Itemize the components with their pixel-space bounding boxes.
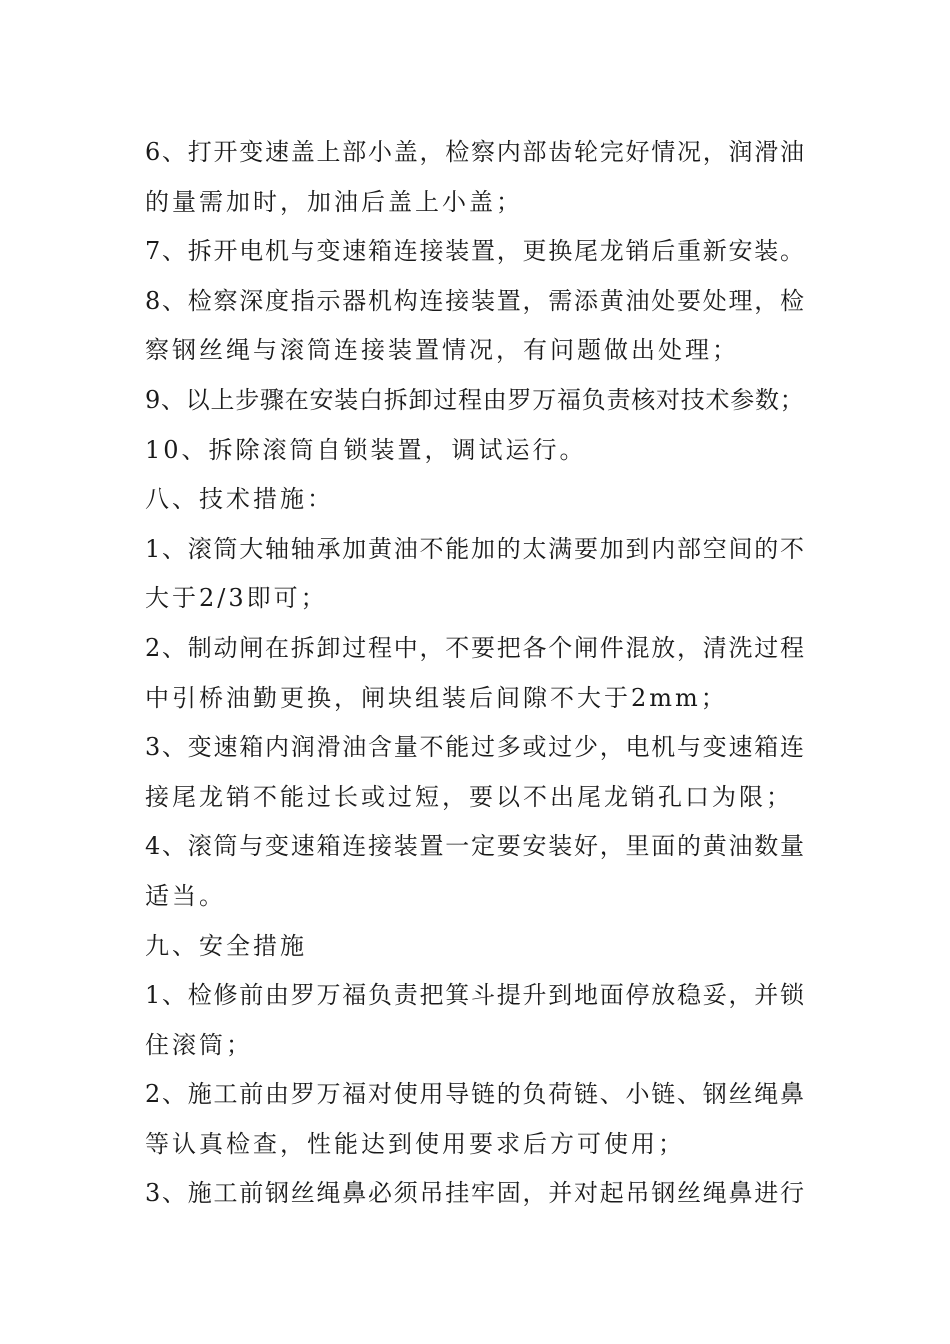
text-line: 7、拆开电机与变速箱连接装置，更换尾龙销后重新安装。 [145, 237, 806, 266]
text-line: 3、施工前钢丝绳鼻必须吊挂牢固，并对起吊钢丝绳鼻进行 [145, 1179, 806, 1208]
text-line: 大于2/3即可； [145, 584, 328, 613]
document-body [145, 128, 810, 1219]
text-line: 中引桥油勤更换，闸块组装后间隙不大于2mm； [145, 683, 728, 712]
text-line: 等认真检查，性能达到使用要求后方可使用； [145, 1129, 685, 1158]
text-line: 10、拆除滚筒自锁装置，调试运行。 [145, 435, 587, 464]
text-line: 的量需加时，加油后盖上小盖； [145, 187, 523, 216]
text-line: 2、施工前由罗万福对使用导链的负荷链、小链、钢丝绳鼻 [145, 1080, 806, 1109]
text-line: 3、变速箱内润滑油含量不能过多或过少，电机与变速箱连 [145, 733, 806, 762]
text-line: 2、制动闸在拆卸过程中，不要把各个闸件混放，清洗过程 [145, 633, 806, 662]
section-heading-technical-measures: 八、技术措施： [145, 485, 334, 514]
text-line: 1、滚筒大轴轴承加黄油不能加的太满要加到内部空间的不 [145, 534, 806, 563]
text-line: 住滚筒； [145, 1030, 253, 1059]
text-line: 4、滚筒与变速箱连接装置一定要安装好，里面的黄油数量 [145, 832, 806, 861]
text-line: 9、以上步骤在安装白拆卸过程由罗万福负责核对技术参数； [145, 385, 805, 414]
text-line: 6、打开变速盖上部小盖，检察内部齿轮完好情况，润滑油 [145, 138, 806, 166]
text-line: 适当。 [145, 881, 226, 910]
text-line: 1、检修前由罗万福负责把箕斗提升到地面停放稳妥，并锁 [145, 981, 806, 1010]
text-line: 接尾龙销不能过长或过短，要以不出尾龙销孔口为限； [145, 782, 793, 811]
text-line: 察钢丝绳与滚筒连接装置情况，有问题做出处理； [145, 336, 739, 365]
text-line: 8、检察深度指示器机构连接装置，需添黄油处要处理，检 [145, 286, 806, 315]
section-heading-safety-measures: 九、安全措施 [145, 931, 307, 960]
